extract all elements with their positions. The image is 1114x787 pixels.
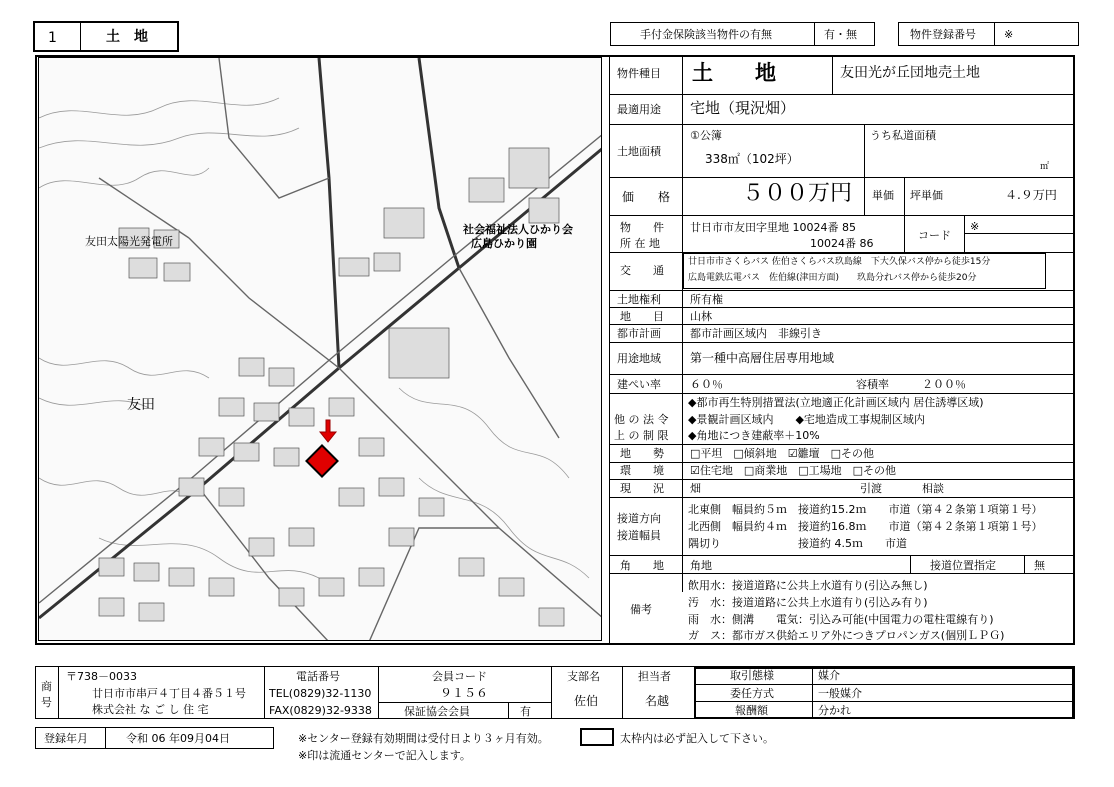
road-line-1: 北東側 幅員約５ｍ 接道約15.2ｍ 市道（第４２条第１項第１号）: [688, 503, 1043, 516]
tel-number: TEL(0829)32-1130: [269, 687, 372, 700]
fax-number: FAX(0829)32-9338: [269, 704, 372, 717]
private-road-unit: ㎡: [1040, 162, 1050, 172]
company-name: 株式会社 な ご し 住 宅: [92, 703, 209, 716]
registration-no-label: 物件登録番号: [910, 28, 976, 41]
road-line-2: 北西側 幅員約４ｍ 接道約16.8ｍ 市道（第４２条第１項第１号）: [688, 520, 1043, 533]
remarks-line-1: 飲用水：接道道路に公共上水道有り(引込み無し): [688, 579, 928, 592]
road-line-3: 隅切り 接道約 4.5ｍ 市道: [688, 537, 907, 550]
transport-label: 交 通: [620, 264, 664, 277]
price-value: ５００万円: [742, 181, 853, 206]
environment-label: 環 境: [620, 464, 664, 477]
deposit-insurance-label: 手付金保険該当物件の有無: [640, 28, 772, 41]
remarks-line-4: ガ ス：都市ガス供給エリア外につきプロパンガス(個別ＬＰＧ): [688, 629, 1005, 642]
other-law-label-1: 他 の 法 令: [614, 413, 669, 426]
deal-value: 媒介: [818, 669, 840, 682]
current-value: 畑: [690, 482, 701, 495]
map-drawing: [39, 58, 602, 641]
trade-label-2: 号: [41, 696, 52, 709]
remarks-line-3: 雨 水：側溝 電気：引込み可能(中国電力の電柱電線有り): [688, 613, 994, 626]
remarks-line-2: 汚 水：接道道路に公共上水道有り(引込み有り): [688, 596, 928, 609]
current-label: 現 況: [620, 482, 664, 495]
staff-value: 名越: [645, 694, 670, 708]
sheet-number: 1: [48, 30, 57, 46]
unit-price-label: 単価: [872, 189, 894, 202]
land-right-value: 所有権: [690, 293, 723, 306]
other-law-line-3: ◆角地につき建蔽率＋10%: [688, 429, 820, 442]
center-note: ※印は流通センターで記入します。: [298, 749, 471, 762]
fee-value: 分かれ: [818, 704, 851, 717]
location-map: [38, 57, 602, 641]
area-kind: ①公簿: [690, 129, 722, 142]
postal-code: 〒738－0033: [66, 670, 137, 683]
road-label-1: 接道方向: [617, 512, 661, 525]
city-plan-label: 都市計画: [617, 327, 661, 340]
branch-value: 佐伯: [574, 694, 599, 708]
map-label-tomoda: 友田: [127, 397, 155, 413]
bold-frame-sample: [580, 728, 614, 746]
land-right-label: 土地権利: [617, 293, 661, 306]
fee-label: 報酬額: [735, 704, 768, 717]
type-label: 物件種目: [617, 67, 661, 80]
land-category-value: 山林: [690, 310, 712, 323]
category-label: 土 地: [106, 29, 148, 45]
company-address: 廿日市市串戸４丁目４番５１号: [92, 687, 246, 700]
reg-date-value: 令和 06 年09月04日: [126, 732, 230, 745]
guarantee-value: 有: [520, 705, 531, 718]
road-label-2: 接道幅員: [617, 529, 661, 542]
zoning-value: 第一種中高層住居専用地域: [690, 351, 835, 365]
private-road-label: うち私道面積: [870, 129, 936, 142]
zoning-label: 用途地域: [617, 352, 661, 365]
property-name: 友田光が丘団地売土地: [840, 65, 980, 81]
code-label: コード: [918, 229, 951, 242]
road-position-label: 接道位置指定: [930, 559, 996, 572]
city-plan-value: 都市計画区域内 非線引き: [690, 327, 822, 340]
far-value: ２００％: [922, 378, 966, 391]
deposit-insurance-value: 有・無: [824, 28, 857, 41]
commission-label: 委任方式: [730, 687, 774, 700]
staff-label: 担当者: [638, 670, 671, 683]
type-value: 土 地: [692, 61, 776, 85]
corner-value: 角地: [690, 559, 712, 572]
other-law-label-2: 上 の 制 限: [614, 429, 669, 442]
best-use-label: 最適用途: [617, 103, 661, 116]
transport-line-2: 広島電鉄広電バス 佐伯線(津田方面) 玖島分れバス停から徒歩20分: [688, 273, 977, 283]
location-label-1: 物 件: [620, 221, 664, 234]
tsubo-price-value: ４.９万円: [1005, 188, 1057, 202]
commission-value: 一般媒介: [818, 687, 862, 700]
environment-value: ☑住宅地 □商業地 □工場地 □その他: [690, 464, 897, 477]
map-label-welfare1: 社会福祉法人ひかり会: [463, 223, 573, 236]
map-label-welfare2: 広島ひかり園: [471, 237, 537, 250]
branch-label: 支部名: [567, 670, 600, 683]
coverage-label: 建ぺい率: [617, 378, 661, 391]
location-line-1: 廿日市市友田字里地 10024番 85: [690, 221, 856, 234]
terrain-label: 地 勢: [620, 447, 664, 460]
guarantee-label: 保証協会会員: [404, 705, 470, 718]
terrain-value: □平坦 □傾斜地 ☑雛壇 □その他: [690, 447, 875, 460]
location-line-2: 10024番 86: [810, 237, 874, 250]
tsubo-price-label: 坪単価: [910, 189, 943, 202]
code-value-1: ※: [970, 220, 980, 233]
road-position-value: 無: [1034, 559, 1045, 572]
far-label: 容積率: [856, 378, 889, 391]
registration-no-value: ※: [1004, 28, 1014, 41]
area-label: 土地面積: [617, 145, 661, 158]
land-category-label: 地 目: [620, 310, 664, 323]
map-label-solar: 友田太陽光発電所: [85, 235, 173, 248]
trade-label-1: 商: [41, 680, 52, 693]
validity-note: ※センター登録有効期間は受付日より３ヶ月有効。: [298, 732, 549, 745]
transport-line-1: 廿日市市さくらバス 佐伯さくらバス玖島線 下大久保バス停から徒歩15分: [688, 257, 991, 267]
handover-value: 相談: [922, 482, 944, 495]
deal-label: 取引態様: [730, 669, 774, 682]
other-law-line-2: ◆景観計画区域内 ◆宅地造成工事規制区域内: [688, 413, 925, 426]
coverage-value: ６０％: [690, 378, 723, 391]
reg-date-label: 登録年月: [44, 732, 88, 745]
phone-label: 電話番号: [296, 670, 340, 683]
area-value: 338㎡（102坪）: [705, 152, 799, 166]
location-label-2: 所 在 地: [620, 237, 660, 250]
member-code: ９１５６: [440, 686, 489, 700]
best-use-value: 宅地（現況畑）: [690, 99, 796, 117]
bold-frame-note: 太枠内は必ず記入して下さい。: [620, 732, 774, 745]
corner-label: 角 地: [620, 559, 664, 572]
remarks-label: 備考: [630, 603, 652, 616]
handover-label: 引渡: [860, 482, 882, 495]
price-label: 価 格: [622, 190, 671, 204]
other-law-line-1: ◆都市再生特別措置法(立地適正化計画区域内 居住誘導区域): [688, 396, 984, 409]
member-code-label: 会員コード: [432, 670, 487, 683]
